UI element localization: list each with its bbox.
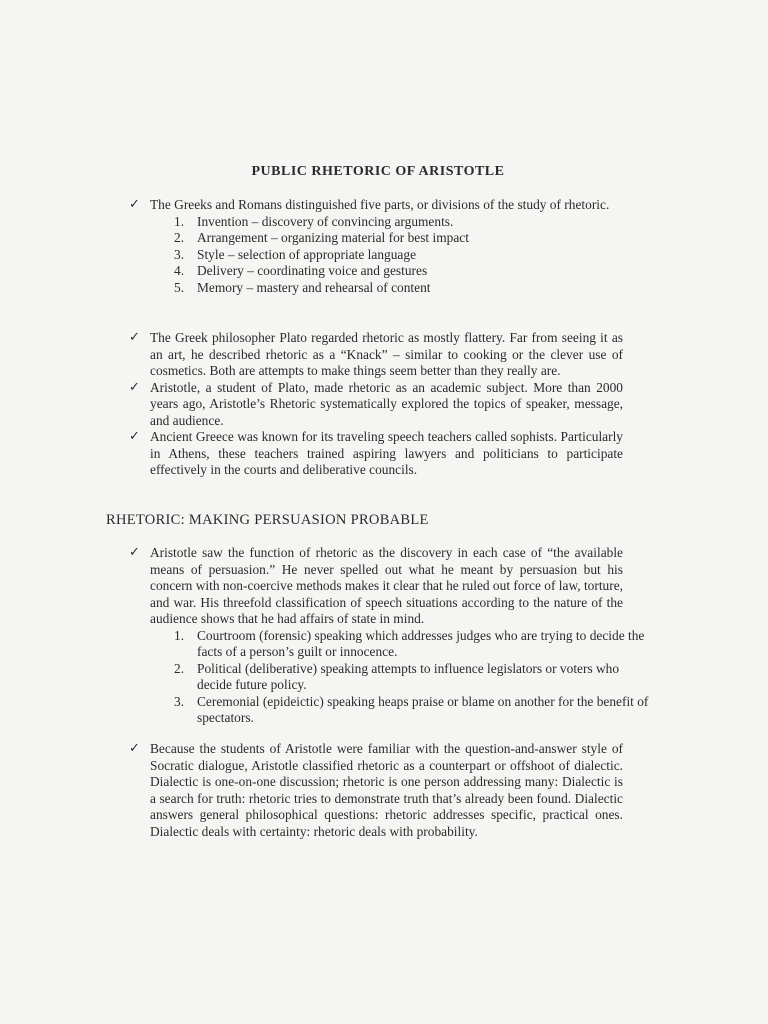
- bullet-text: The Greeks and Romans distinguished five parts, or divisions of the study of rhetoric.: [150, 197, 610, 212]
- section-2: [0, 545, 768, 727]
- checkmark-icon: ✓: [129, 379, 140, 395]
- checkmark-icon: ✓: [129, 429, 140, 444]
- bullet-aristotle-student: [0, 380, 623, 430]
- list-item: 4. Delivery – coordinating voice and gestures: [174, 263, 428, 278]
- section-1-continued: [0, 330, 768, 479]
- page-title: PUBLIC RHETORIC OF ARISTOTLE: [251, 164, 505, 179]
- checkmark-icon: ✓: [129, 330, 140, 345]
- checkmark-icon: ✓: [129, 545, 140, 560]
- bullet-sophists: [0, 429, 623, 479]
- section-heading: RHETORIC: MAKING PERSUASION PROBABLE: [106, 512, 429, 528]
- section-2-continued: [0, 741, 768, 840]
- bullet-function-of-rhetoric: [0, 545, 623, 628]
- bullet-text: Aristotle saw the function of rhetoric as the discovery in each case of “the available means of persuasion.” He never spelled out what he meant by persuasion but his concern with non-coercive methods makes it clear that he ruled out force of law, torture, and war. His threefold classification of speech situations according to the nature of the audience shows that he had affairs of state in mind.: [150, 545, 623, 626]
- list-item: 2. Arrangement – organizing material for best impact: [174, 230, 469, 245]
- bullet-text: Ancient Greece was known for its traveling speech teachers called sophists. Particularly in Athens, these teachers trained aspiring lawyers and politicians to participate effectively in the courts and deliberative councils.: [150, 429, 623, 477]
- bullet-text: Aristotle, a student of Plato, made rhetoric as an academic subject. More than 2000 years ago, Aristotle’s Rhetoric systematically explored the topics of speaker, message, and audience.: [150, 379, 623, 428]
- list-item: 3. Ceremonial (epideictic) speaking heaps praise or blame on another for the benefit of spectators.: [174, 693, 649, 725]
- speech-situations-list: [0, 628, 768, 727]
- five-parts-list: [0, 214, 768, 297]
- list-item: 5. Memory – mastery and rehearsal of content: [174, 279, 431, 295]
- list-item: 1. Invention – discovery of convincing arguments.: [174, 213, 454, 229]
- checkmark-icon: ✓: [129, 741, 140, 756]
- section-1: [0, 197, 768, 296]
- bullet-five-parts: [0, 197, 623, 214]
- bullet-text: The Greek philosopher Plato regarded rhetoric as mostly flattery. Far from seeing it as an art, he described rhetoric as a “Knack” – similar to cooking or the clever use of cosmetics. Both are attempts to make things seem better than they really are.: [150, 330, 623, 378]
- bullet-dialectic: [0, 741, 623, 840]
- bullet-text: Because the students of Aristotle were familiar with the question-and-answer style of Socratic dialogue, Aristotle classified rhetoric as a counterpart or offshoot of dialectic. Dialectic is one-on-one discussion; rhetoric is one person addressing many: Dialectic is a search for truth: rhetoric tries to demonstrate truth that’s already been found. Dialectic answers general philosophical questions: rhetoric addresses specific, practical ones. Dialectic deals with certainty: rhetoric deals with probability.: [150, 741, 623, 839]
- bullet-plato: [0, 330, 623, 380]
- checkmark-icon: ✓: [129, 197, 140, 212]
- list-item: 2. Political (deliberative) speaking attempts to influence legislators or voters who decide future policy.: [174, 660, 620, 692]
- list-item: 1. Courtroom (forensic) speaking which addresses judges who are trying to decide the facts of a person’s guilt or innocence.: [174, 627, 645, 659]
- list-item: 3. Style – selection of appropriate language: [174, 246, 417, 262]
